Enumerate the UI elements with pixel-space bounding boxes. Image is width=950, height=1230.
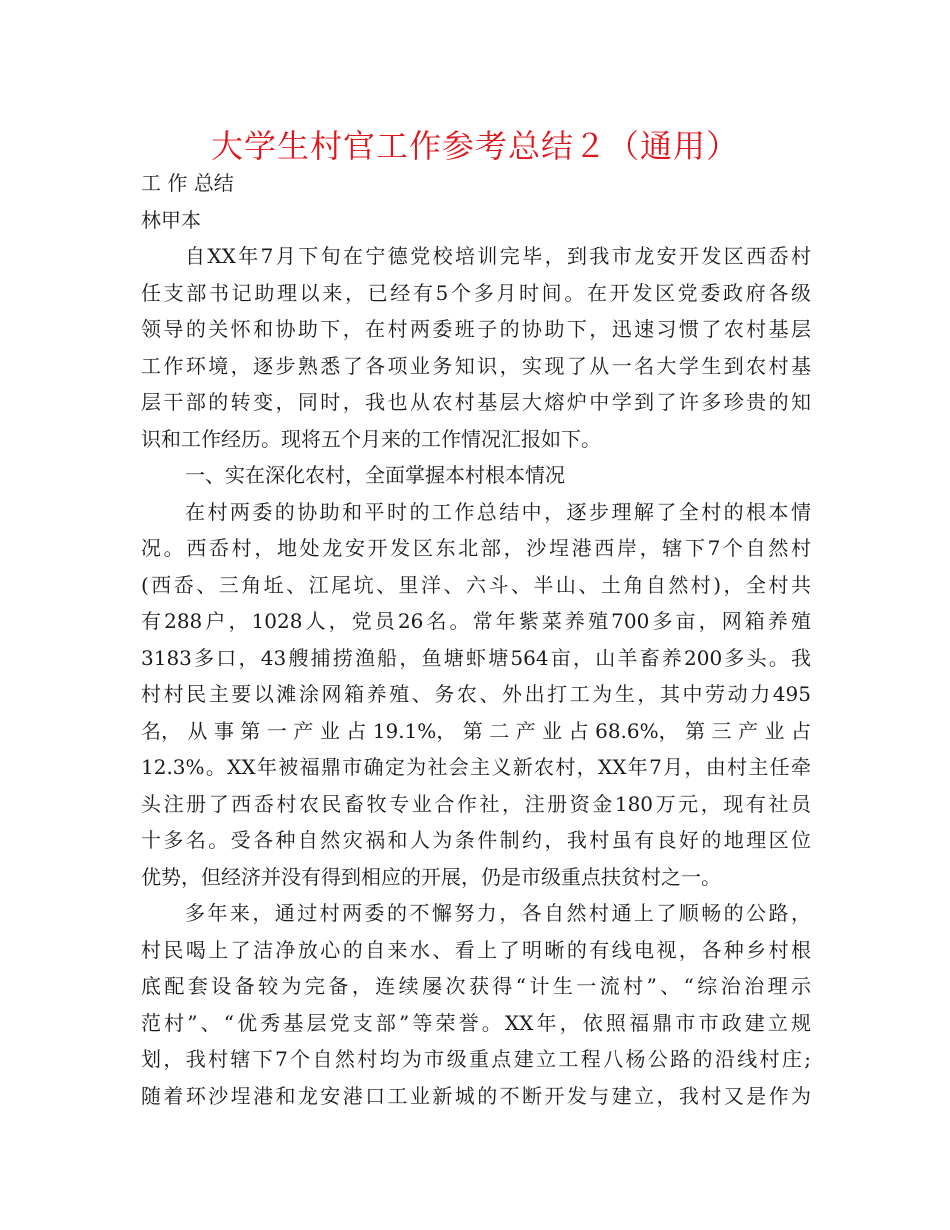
- text-line: 优势，但经济并没有得到相应的开展，仍是市级重点扶贫村之一。: [141, 864, 721, 889]
- text-line: 层干部的转变，同时，我也从农村基层大熔炉中学到了许多珍贵的知: [141, 390, 811, 414]
- text-line: 领导的关怀和协助下，在村两委班子的协助下，迅速习惯了农村基层: [141, 317, 811, 341]
- text-line: 在村两委的协助和平时的工作总结中，逐步理解了全村的根本情: [185, 499, 811, 524]
- text-line: 多年来，通过村两委的不懈努力，各自然村通上了顺畅的公路，: [185, 901, 811, 925]
- text-line: 村村民主要以滩涂网箱养殖、务农、外出打工为生，其中劳动力495: [141, 682, 811, 706]
- text-line: 划，我村辖下7个自然村均为市级重点建立工程八杨公路的沿线村庄;: [141, 1047, 811, 1071]
- text-line: 有288户，1028人，党员26名。常年紫菜养殖700多亩，网箱养殖: [141, 609, 811, 633]
- text-line: 范村”、“优秀基层党支部”等荣誉。XX年，依照福鼎市市政建立规: [141, 1010, 811, 1035]
- text-line: 12.3%。XX年被福鼎市确定为社会主义新农村，XX年7月，由村主任牵: [141, 755, 811, 779]
- text-line: 头注册了西岙村农民畜牧专业合作社，注册资金180万元，现有社员: [141, 791, 811, 816]
- text-line: 一、实在深化农村，全面掌握本村根本情况: [185, 463, 565, 487]
- text-line: 底配套设备较为完备，连续屡次获得“计生一流村”、“综治治理示: [141, 974, 811, 998]
- text-line: 随着环沙埕港和龙安港口工业新城的不断开发与建立，我村又是作为: [141, 1083, 811, 1108]
- text-line: 工作环境，逐步熟悉了各项业务知识，实现了从一名大学生到农村基: [141, 353, 811, 378]
- text-line: 村民喝上了洁净放心的自来水、看上了明晰的有线电视，各种乡村根: [141, 937, 811, 962]
- text-line: 识和工作经历。现将五个月来的工作情况汇报如下。: [141, 426, 601, 451]
- text-line: 林甲本: [141, 207, 201, 232]
- text-line: 工 作 总结: [141, 171, 234, 195]
- text-line: 况。西岙村，地处龙安开发区东北部，沙埕港西岸，辖下7个自然村: [141, 536, 811, 560]
- text-line: 自XX年7月下旬在宁德党校培训完毕，到我市龙安开发区西岙村: [185, 244, 811, 268]
- text-line: 3183多口，43艘捕捞渔船，鱼塘虾塘564亩，山羊畜养200多头。我: [141, 645, 811, 670]
- text-line: 十多名。受各种自然灾祸和人为条件制约，我村虽有良好的地理区位: [141, 828, 811, 852]
- text-line: (西岙、三角坵、江尾坑、里洋、六斗、半山、土角自然村)，全村共: [141, 572, 811, 597]
- document-title: 大学生村官工作参考总结２（通用）: [210, 127, 739, 165]
- text-line: 任支部书记助理以来，已经有5个多月时间。在开发区党委政府各级: [141, 280, 811, 305]
- text-line: 名， 从 事 第 一 产 业 占 19.1%， 第 二 产 业 占 68.6%， 第 三 产 业 占: [141, 718, 811, 743]
